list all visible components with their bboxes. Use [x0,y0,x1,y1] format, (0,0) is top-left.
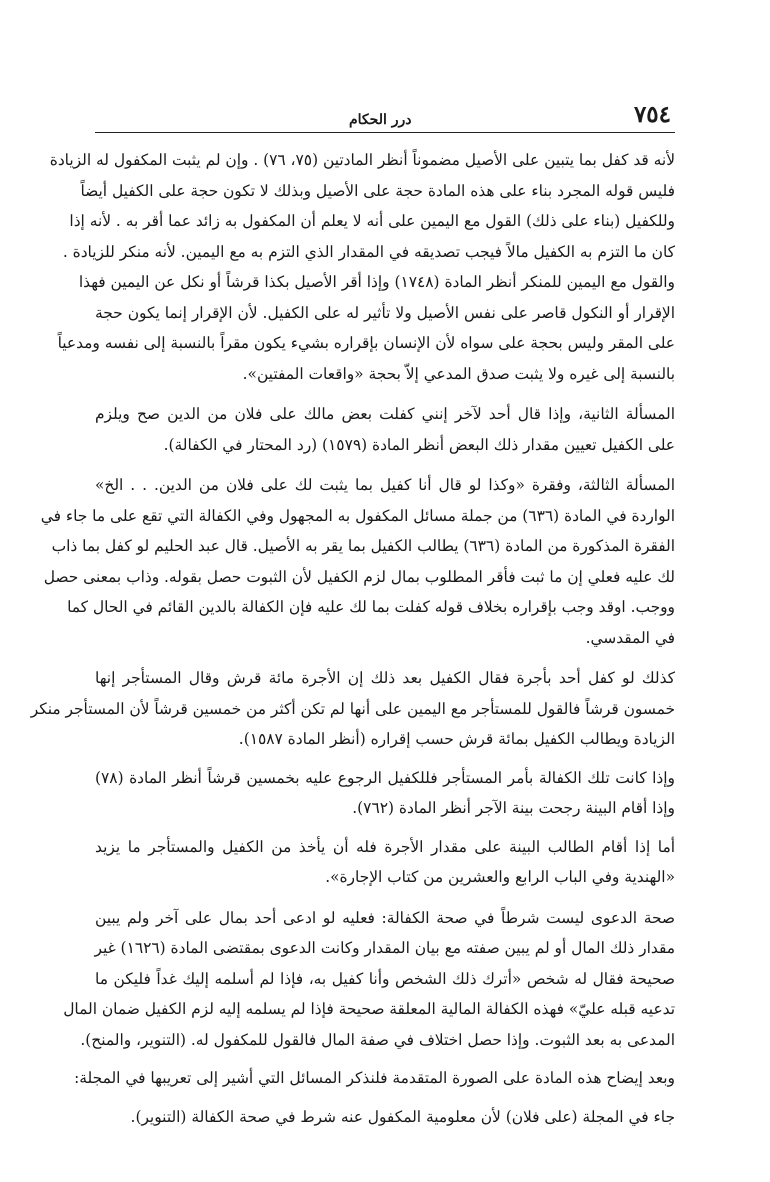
paragraph-8 [74,1063,675,1094]
running-title: درر الحكام [349,112,412,128]
text-line: في المقدسي. [585,628,675,647]
text-line: وإذا أقام البينة رجحت بينة الآجر أنظر المادة (٧٦٢). [352,799,675,817]
text-line: وبعد إيضاح هذه المادة على الصورة المتقدمة فلنذكر المسائل التي أشير إلى تعريبها في المجلة: [74,1069,675,1087]
text-line: كان ما التزم به الكفيل مالاً فيجب تصديقه في المقدار الذي التزم به مع اليمين. لأنه منكر للزيادة . [62,242,675,261]
text-line: كذلك لو كفل أحد بأجرة فقال الكفيل بعد ذلك إن الأجرة مائة قرش وقال المستأجر إنها [95,669,675,687]
text-line: تدعيه قبله عليّ» فهذه الكفالة المالية المعلقة صحيحة فإذا لم يسلمه إليه لزم الكفيل ضمان المال [63,1000,675,1018]
text-line: على الكفيل تعيين مقدار ذلك البعض أنظر المادة (١٥٧٩) (رد المحتار في الكفالة). [163,435,675,454]
text-line: لك عليه فعلي إن ما ثبت فأقر المطلوب بمال لزم الكفيل لأن الثبوت حصل بقوله. وذاب بمعنى حصل [43,567,675,586]
text-line: على المقر وليس بحجة على سواه لأن الإنسان بإقراره بشيء يكون مقراً بالنسبة إلى نفسه ومدعياً [57,334,675,352]
paragraph-3 [40,470,675,653]
text-line: خمسون قرشاً فالقول للمستأجر مع اليمين على أنها لم تكن أكثر من خمسين قرشاً لأن المستأجر منكر [30,699,675,718]
text-line: المسألة الثانية، وإذا قال أحد لآخر إنني كفلت بعض مالك على فلان من الدين صح ويلزم [95,405,675,423]
paragraph-2 [95,399,675,460]
paragraph-1 [49,145,675,389]
running-header [95,94,675,133]
paragraph-7 [63,903,675,1056]
text-line: والقول مع اليمين للمنكر أنظر المادة (١٧٤٨) وإذا أقر الأصيل بكذا قرشاً أو نكل عن اليمين فهذا [78,273,675,291]
paragraph-4 [30,663,675,755]
text-line: المدعى به بعد الثبوت. وإذا حصل اختلاف في صفة المال فالقول للمكفول له. (التنوير، والمنح). [80,1030,675,1049]
text-line: لأنه قد كفل بما يتبين على الأصيل مضموناً أنظر المادتين (٧٥، ٧٦) . وإن لم يثبت المكفول له الزيادة [49,151,675,169]
paragraph-9 [95,1102,675,1133]
page-number: ٧٥٤ [633,101,671,128]
text-line: المسألة الثالثة، وفقرة «وكذا لو قال أنا كفيل بما يثبت لك على فلان من الدين. . . الخ» [95,476,675,494]
paragraph-6 [95,832,675,893]
text-line: وللكفيل (بناء على ذلك) القول مع اليمين على أنه لا يعلم أن المكفول به زائد عما أقر به . لأنه إذا [69,212,675,230]
text-line: الفقرة المذكورة من المادة (٦٣٦) يطالب الكفيل بما يقر به الأصيل. قال عبد الحليم لو كفل بما ذاب [51,537,675,555]
text-line: صحة الدعوى ليست شرطاً في صحة الكفالة: فعليه لو ادعى أحد بمال على آخر ولم يبين [95,908,675,927]
text-line: مقدار ذلك المال أو لم يبين صفته مع بيان المقدار وكانت الدعوى بمقتضى المادة (١٦٢٦) غير [94,939,675,957]
text-line: أما إذا أقام الطالب البينة على مقدار الأجرة فله أن يأخذ من الكفيل والمستأجر ما يزيد [95,837,675,856]
text-line: بالنسبة إلى غيره ولا يثبت صدق المدعي إلاّ بحجة «واقعات المفتين». [242,364,675,383]
text-line: وإذا كانت تلك الكفالة بأمر المستأجر فللكفيل الرجوع عليه بخمسين قرشاً أنظر المادة (٧٨) [95,768,675,787]
text-line: فليس قوله المجرد بناء على هذه المادة حجة على الأصيل وبذلك لا تكون حجة على الكفيل أيضاً [80,181,675,200]
text-line: «الهندية وفي الباب الرابع والعشرين من كتاب الإجارة». [325,868,675,886]
text-line: الإقرار أو النكول قاصر على نفس الأصيل ولا تأثير له على الكفيل. لأن الإقرار إنما يكون حجة [95,303,675,322]
text-line: صحيحة فقال له شخص «أترك ذلك الشخص وأنا كفيل به، فإذا لم أسلمه إليك غداً فليكن ما [95,969,675,988]
text-line: الزيادة ويطالب الكفيل بمائة قرش حسب إقراره (أنظر المادة ١٥٨٧). [238,730,675,748]
text-line: الواردة في المادة (٦٣٦) من جملة مسائل المكفول به المجهول وفي الكفالة التي تقع على ما جاء في [40,506,675,525]
body-text [30,145,675,1132]
text-line: جاء في المجلة (على فلان) لأن معلومية المكفول عنه شرط في صحة الكفالة (التنوير). [130,1107,675,1126]
text-line: ووجب. اوقد وجب بإقراره بخلاف قوله كفلت بما لك عليه فإن الكفالة بالدين القائم في الحال كما [67,598,675,616]
page [30,94,675,1132]
paragraph-5 [95,763,675,824]
